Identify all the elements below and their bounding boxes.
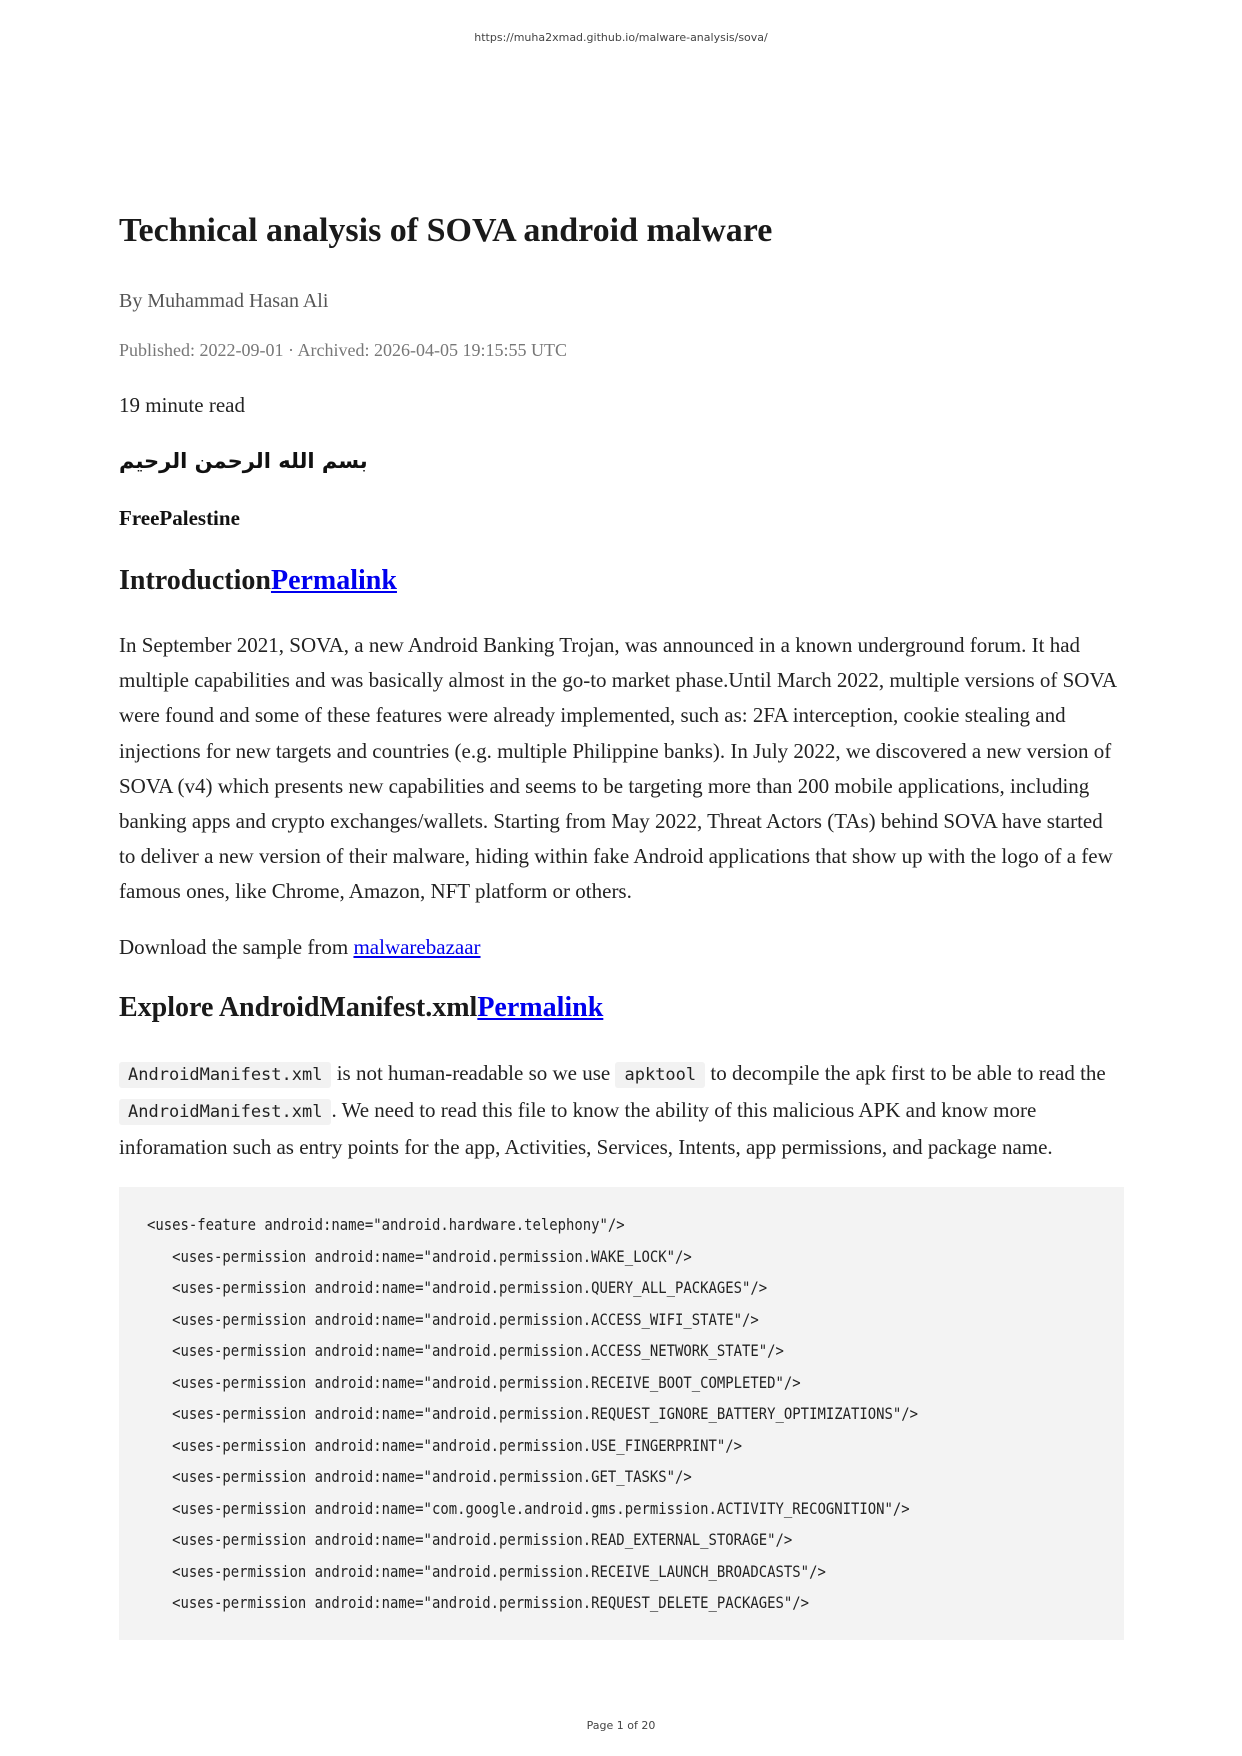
- intro-paragraph: In September 2021, SOVA, a new Android Banking Trojan, was announced in a known underground forum. It had multiple capabilities and was basically almost in the go-to market phase.Until March 2022, multiple versions of SOVA were found and some of these features were already implemented, such as: 2FA interception, cookie stealing and injections for new targets and countries (e.g. multiple Philippine banks). In July 2022, we discovered a new version of SOVA (v4) which presents new capabilities and seems to be targeting more than 200 mobile applications, including banking apps and crypto exchanges/wallets. Starting from May 2022, Threat Actors (TAs) behind SOVA have started to deliver a new version of their malware, hiding within fake Android applications that show up with the logo of a few famous ones, like Chrome, Amazon, NFT platform or others.: [119, 633, 1116, 904]
- code-line: <uses-permission android:name="android.permission.ACCESS_WIFI_STATE"/>: [147, 1309, 759, 1329]
- intro-heading-text: Introduction: [119, 565, 271, 596]
- manifest-heading: [119, 992, 603, 1024]
- arabic-basmala: بسم الله الرحمن الرحيم: [119, 449, 368, 473]
- download-prefix: Download the sample from: [119, 935, 354, 959]
- intro-permalink[interactable]: Permalink: [270, 565, 397, 596]
- code-line: <uses-permission android:name="android.permission.QUERY_ALL_PACKAGES"/>: [147, 1278, 768, 1297]
- code-line: <uses-permission android:name="android.permission.GET_TASKS"/>: [147, 1467, 692, 1486]
- manifest-text-2: to decompile the apk first to be able to read the: [705, 1061, 1106, 1085]
- malwarebazaar-link[interactable]: malwarebazaar: [353, 935, 481, 959]
- code-line: <uses-feature android:name="android.hardware.telephony"/>: [147, 1215, 625, 1234]
- author-byline: By Muhammad Hasan Ali: [119, 290, 329, 312]
- free-palestine-text: FreePalestine: [119, 506, 240, 530]
- manifest-paragraph: [119, 1056, 1124, 1166]
- download-line: [119, 930, 1124, 965]
- code-block: [119, 1187, 1124, 1640]
- code-line: <uses-permission android:name="android.permission.READ_EXTERNAL_STORAGE"/>: [147, 1530, 793, 1549]
- manifest-permalink[interactable]: Permalink: [477, 992, 604, 1023]
- code-line: <uses-permission android:name="android.permission.WAKE_LOCK"/>: [147, 1246, 692, 1266]
- page-title: Technical analysis of SOVA android malware: [119, 212, 773, 249]
- page-url: https://muha2xmad.github.io/malware-analysis/sova/: [474, 31, 768, 44]
- inline-code-apktool: apktool: [615, 1062, 705, 1088]
- code-line: <uses-permission android:name="android.permission.RECEIVE_BOOT_COMPLETED"/>: [147, 1372, 801, 1392]
- read-time: 19 minute read: [119, 393, 245, 417]
- code-line: <uses-permission android:name="android.permission.RECEIVE_LAUNCH_BROADCASTS"/>: [147, 1561, 826, 1581]
- code-line: <uses-permission android:name="android.permission.REQUEST_DELETE_PACKAGES"/>: [147, 1593, 810, 1612]
- manifest-text-3: . We need to read this file to know the ability of this malicious APK and know more inforamation such as entry points for the app, Activities, Services, Intents, app permissions, and package name.: [119, 1098, 1053, 1160]
- publish-date: Published: 2022-09-01 · Archived: 2026-04-05 19:15:55 UTC: [119, 340, 567, 360]
- code-line: <uses-permission android:name="android.permission.REQUEST_IGNORE_BATTERY_OPTIMIZATIONS"/>: [147, 1404, 919, 1423]
- code-line: <uses-permission android:name="android.permission.ACCESS_NETWORK_STATE"/>: [147, 1341, 784, 1360]
- manifest-text-1: is not human-readable so we use: [331, 1061, 616, 1085]
- code-line: <uses-permission android:name="android.permission.USE_FINGERPRINT"/>: [147, 1435, 743, 1455]
- code-line: <uses-permission android:name="com.google.android.gms.permission.ACTIVITY_RECOGNITION"/>: [147, 1498, 910, 1518]
- page-number: Page 1 of 20: [586, 1719, 656, 1732]
- intro-heading: [119, 565, 397, 597]
- inline-code-manifest-2: AndroidManifest.xml: [119, 1099, 331, 1125]
- inline-code-manifest: AndroidManifest.xml: [119, 1062, 331, 1088]
- manifest-heading-text: Explore AndroidManifest.xml: [119, 992, 478, 1023]
